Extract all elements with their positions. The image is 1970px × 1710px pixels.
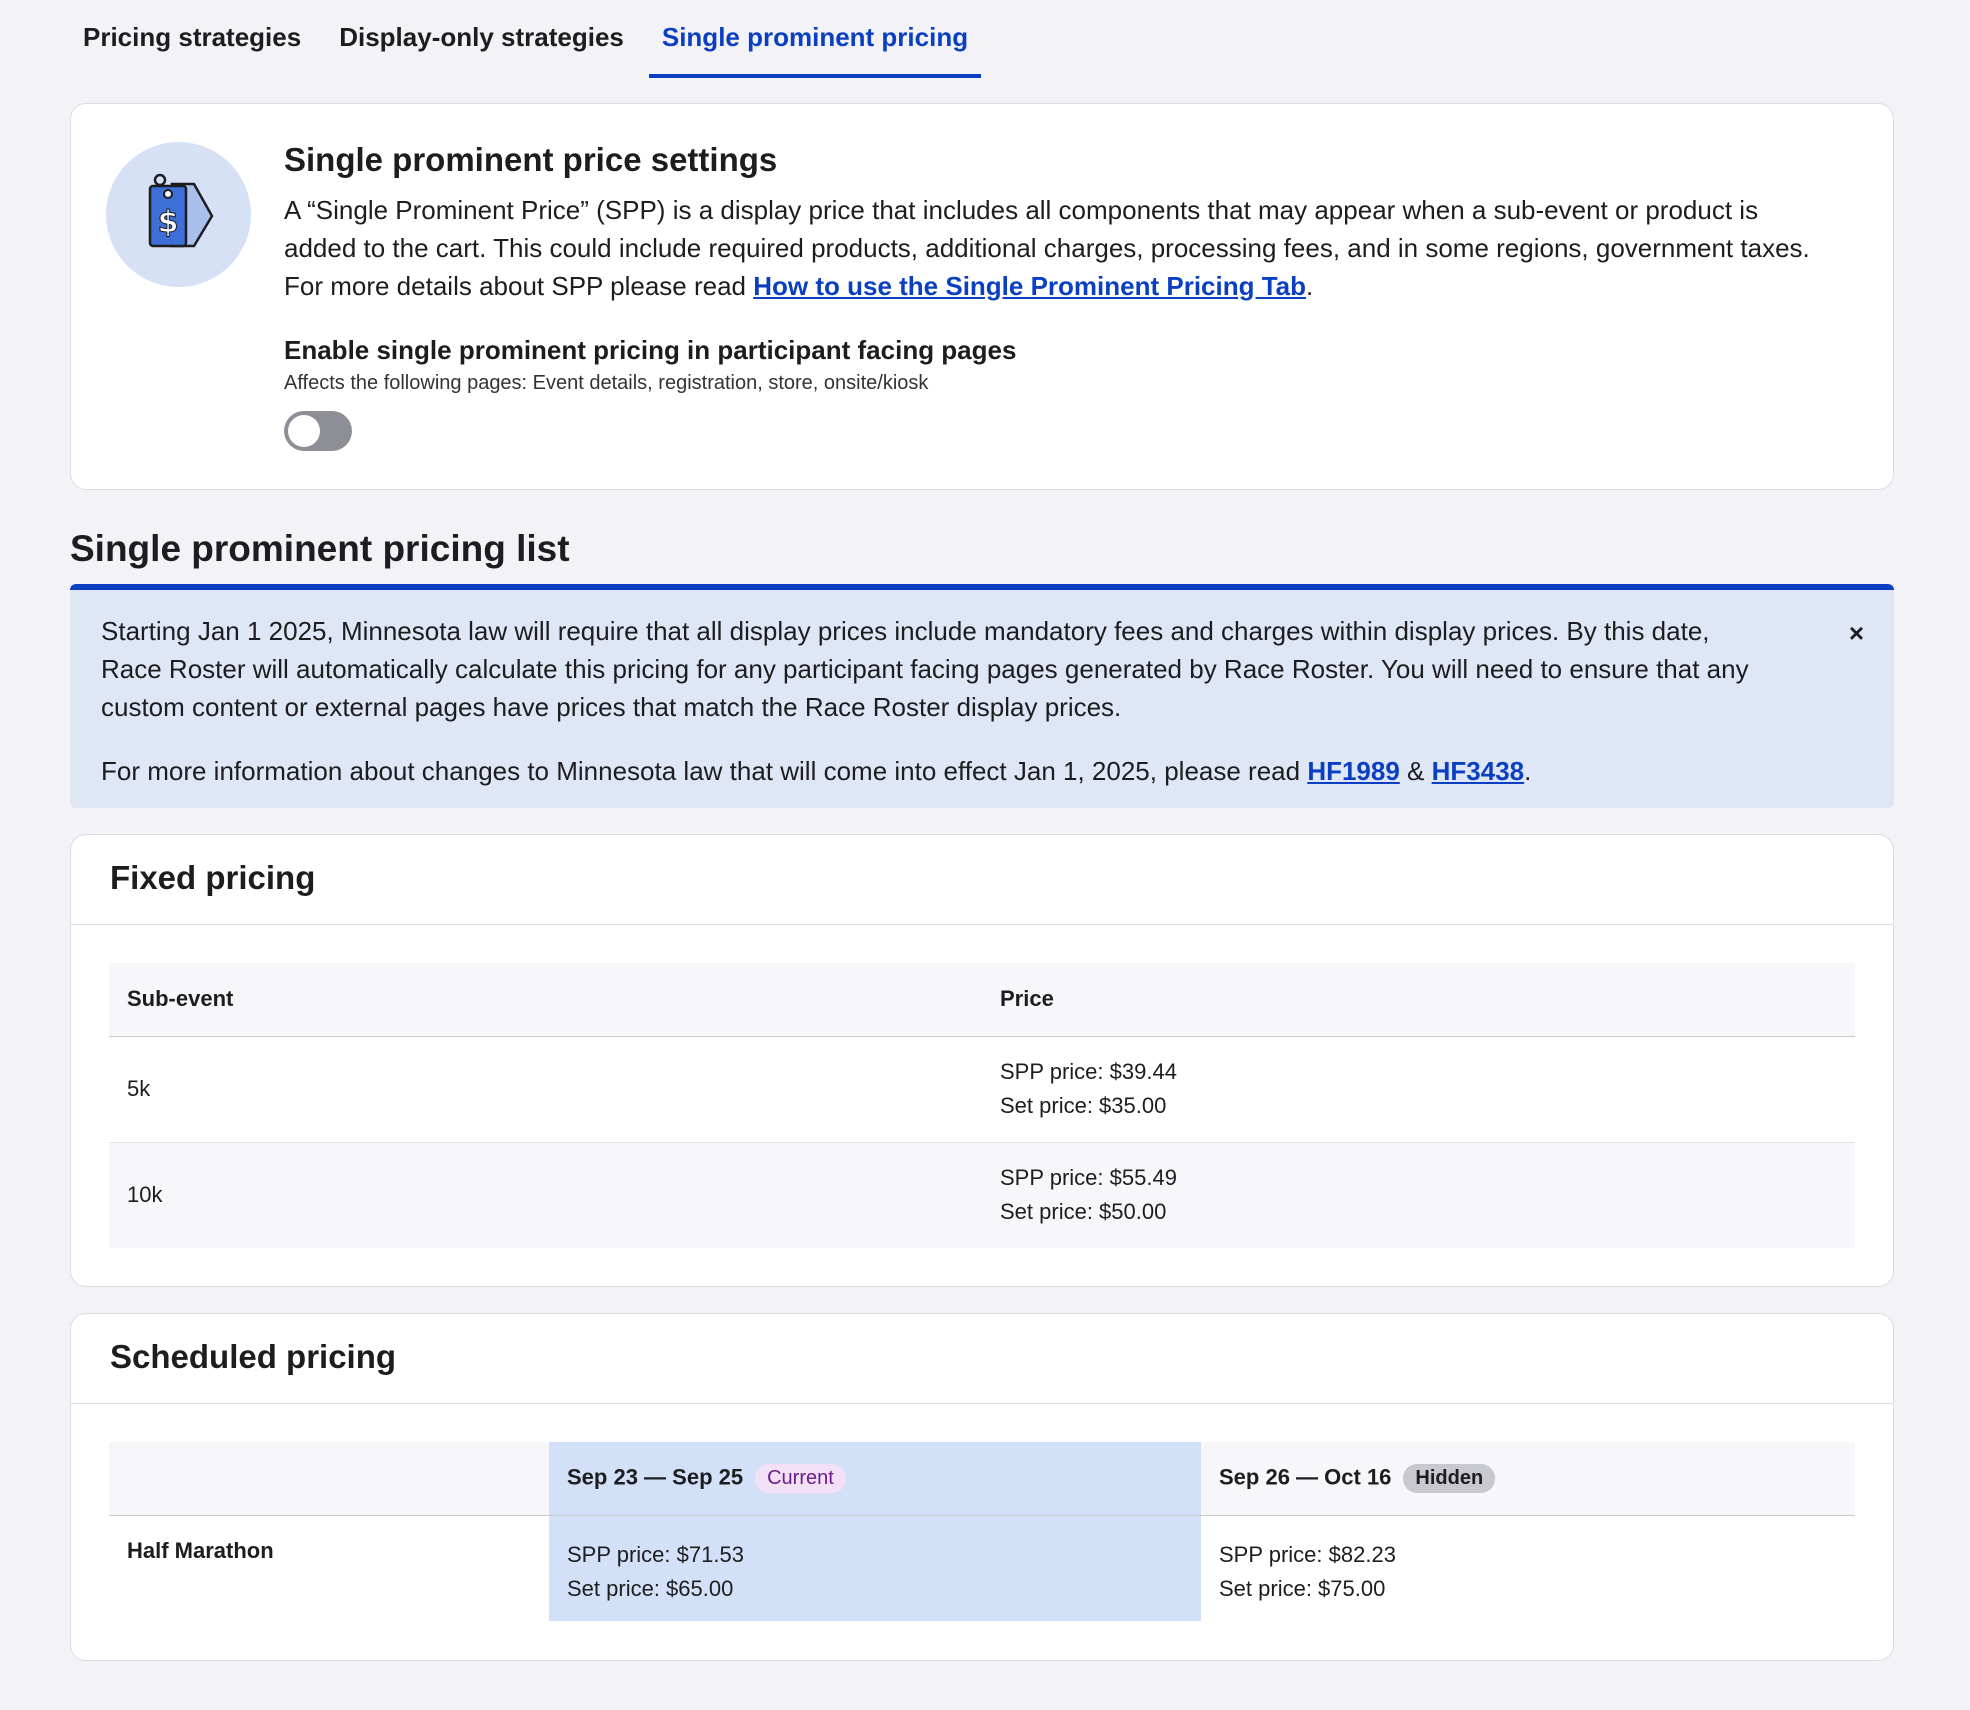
- spp-settings-card: [70, 103, 1894, 490]
- close-icon[interactable]: ×: [1848, 618, 1864, 648]
- tab-display-only-strategies[interactable]: Display-only strategies: [339, 22, 624, 52]
- col-sub-event-blank: [109, 1442, 549, 1515]
- status-badge-current: Current: [755, 1464, 846, 1493]
- toggle-heading: Enable single prominent pricing in participant facing pages: [284, 335, 1017, 365]
- table-row: [109, 1142, 1855, 1248]
- fixed-pricing-title: Fixed pricing: [110, 859, 316, 896]
- minnesota-law-notice: [70, 584, 1894, 808]
- fixed-pricing-card: [70, 834, 1894, 1287]
- spp-price: SPP price: $82.23: [1219, 1541, 1396, 1567]
- fixed-pricing-table: [109, 963, 1855, 1248]
- toggle-knob: [288, 415, 320, 447]
- notice-links-text: For more information about changes to Minnesota law that will come into effect Jan 1, 2025, please read HF1989 & HF3438.: [101, 756, 1532, 786]
- notice-text: Starting Jan 1 2025, Minnesota law will require that all display prices include mandatory fees and charges within display prices. By this date, Race Roster will automatically calculate this pricing for any participant facing pages generated by Race Roster. You will need to ensure that any custom content or external pages have prices that match the Race Roster display prices.: [101, 616, 1749, 722]
- set-price: Set price: $50.00: [1000, 1199, 1167, 1225]
- enable-spp-toggle[interactable]: [284, 411, 352, 451]
- sub-event-name: 5k: [127, 1076, 151, 1101]
- settings-title: Single prominent price settings: [284, 141, 778, 178]
- col-period-2: Sep 26 — Oct 16 Hidden: [1201, 1442, 1855, 1515]
- pricing-list-title: Single prominent pricing list: [70, 528, 570, 569]
- page: [70, 0, 1894, 1661]
- price-tag-icon: [106, 142, 251, 287]
- scheduled-pricing-title: Scheduled pricing: [110, 1338, 397, 1375]
- price-cell: [982, 1036, 1855, 1142]
- price-cell-period-2: [1201, 1515, 1855, 1621]
- set-price: Set price: $35.00: [1000, 1093, 1167, 1118]
- toggle-subtext: Affects the following pages: Event details, registration, store, onsite/kiosk: [284, 372, 929, 394]
- sub-event-name: 10k: [109, 1142, 982, 1248]
- spp-price: SPP price: $39.44: [1000, 1059, 1177, 1084]
- sub-event-name: Half Marathon: [127, 1537, 274, 1563]
- set-price: Set price: $65.00: [567, 1575, 734, 1601]
- settings-description: A “Single Prominent Price” (SPP) is a display price that includes all components that may appear when a sub-event or product is added to the cart. This could include required products, additional charges, processing fees, and in some regions, government taxes. For more details about SPP please read How to use the Single Prominent Pricing Tab.: [284, 195, 1810, 301]
- svg-text:$: $: [157, 205, 179, 240]
- spp-help-link[interactable]: How to use the Single Prominent Pricing Tab: [753, 271, 1307, 301]
- hf3438-link[interactable]: HF3438: [1431, 756, 1525, 786]
- table-row: [109, 1036, 1855, 1142]
- price-cell: [982, 1142, 1855, 1248]
- hf1989-link[interactable]: HF1989: [1307, 756, 1400, 786]
- col-sub-event: Sub-event: [109, 963, 982, 1036]
- price-cell-period-1: [549, 1515, 1201, 1621]
- spp-price: SPP price: $55.49: [1000, 1165, 1177, 1191]
- col-period-1: Sep 23 — Sep 25 Current: [549, 1442, 1201, 1515]
- scheduled-pricing-card: [70, 1313, 1894, 1661]
- settings-content: [284, 141, 1813, 451]
- status-badge-hidden: Hidden: [1403, 1464, 1495, 1493]
- fixed-pricing-header: [71, 835, 1893, 925]
- fixed-pricing-body: [71, 925, 1893, 1286]
- col-price: Price: [982, 963, 1855, 1036]
- scheduled-pricing-header: [71, 1314, 1893, 1404]
- scheduled-pricing-table: [109, 1442, 1855, 1621]
- scheduled-pricing-body: [71, 1404, 1893, 1659]
- tab-single-prominent-pricing[interactable]: Single prominent pricing: [649, 0, 981, 78]
- set-price: Set price: $75.00: [1219, 1575, 1386, 1601]
- table-row: [109, 1515, 1855, 1621]
- tab-bar: [70, 0, 1894, 78]
- tab-pricing-strategies[interactable]: Pricing strategies: [83, 22, 302, 52]
- spp-price: SPP price: $71.53: [567, 1541, 744, 1567]
